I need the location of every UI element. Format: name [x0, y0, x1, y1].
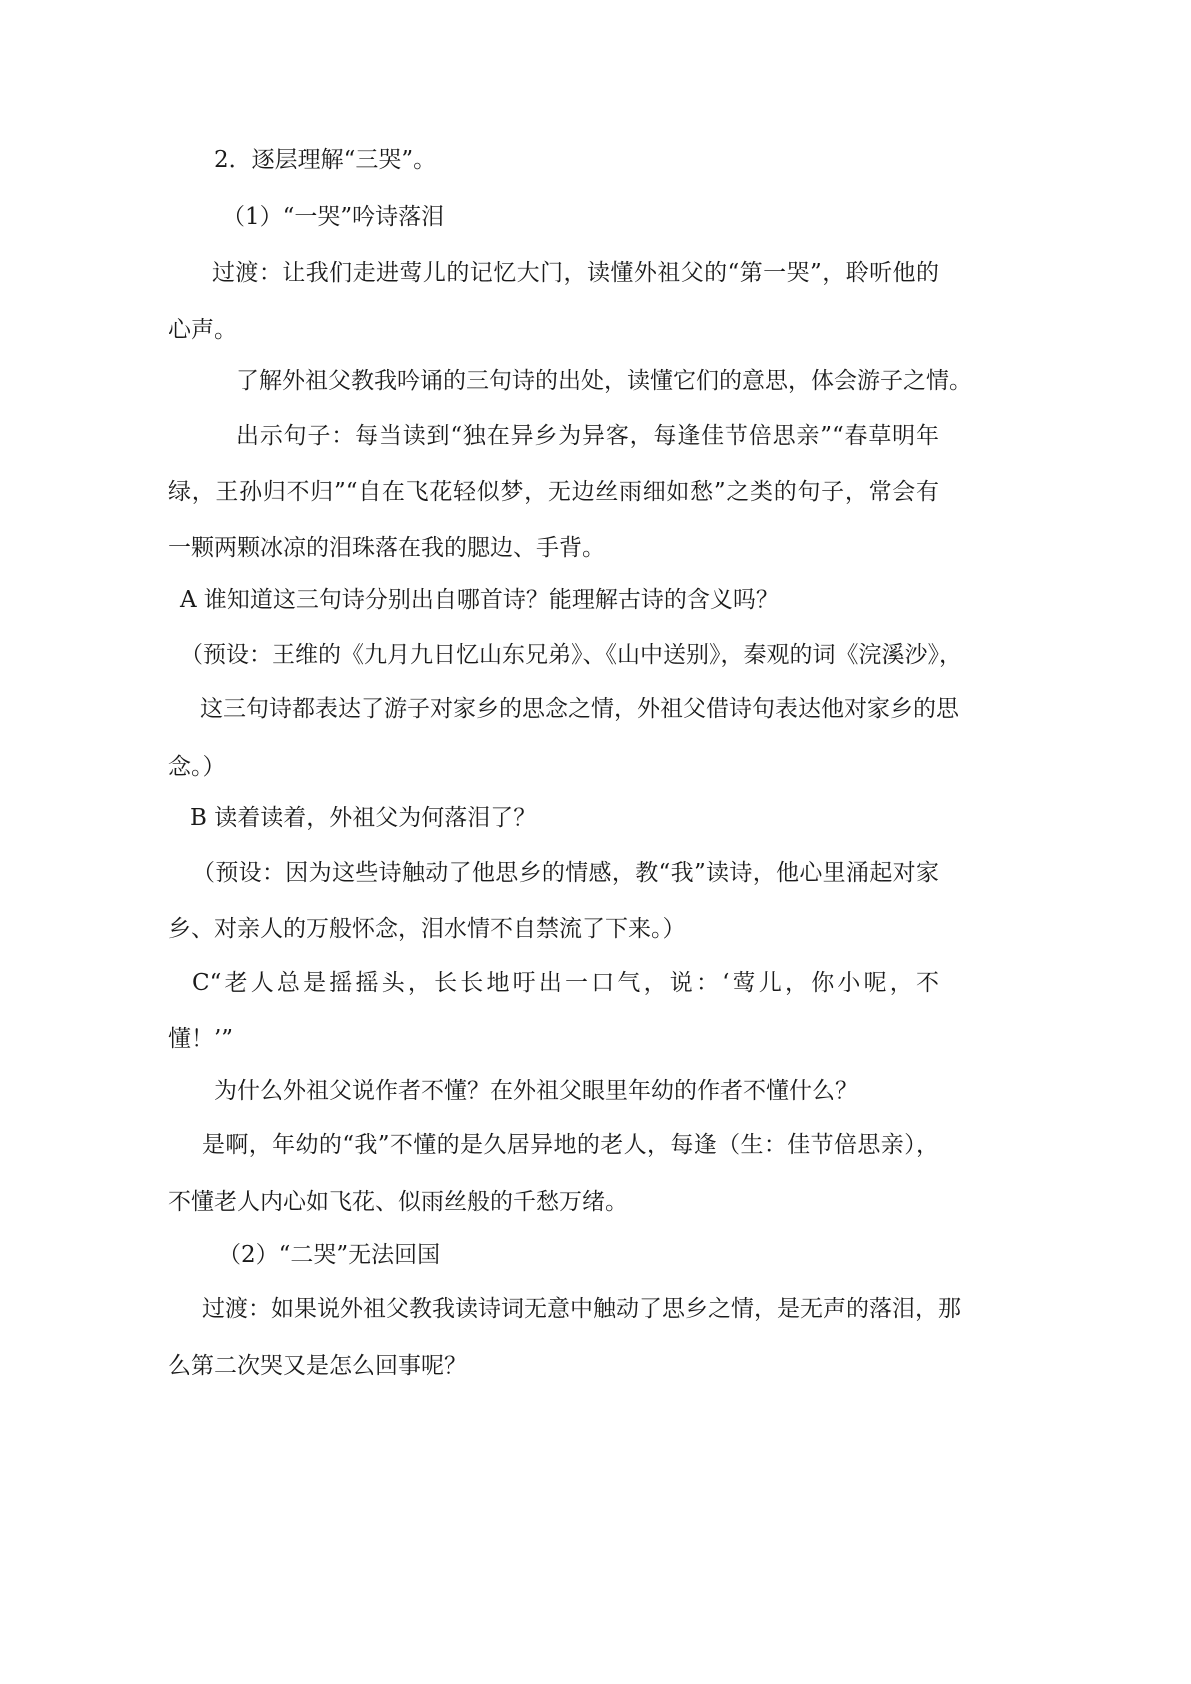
paragraph-line: 么第二次哭又是怎么回事呢？: [168, 1353, 467, 1379]
subheading-second-cry: （2）“二哭”无法回国: [218, 1242, 441, 1268]
paragraph-line: 了解外祖父教我吟诵的三句诗的出处，读懂它们的意思，体会游子之情。: [236, 368, 972, 394]
paragraph-line: 为什么外祖父说作者不懂？在外祖父眼里年幼的作者不懂什么？: [214, 1078, 858, 1104]
paragraph-line: 绿，王孙归不归”“自在飞花轻似梦，无边丝雨细如愁”之类的句子，常会有: [168, 479, 939, 505]
paragraph-line: 心声。: [168, 317, 237, 343]
paragraph-line: 过渡：如果说外祖父教我读诗词无意中触动了思乡之情，是无声的落泪，那: [202, 1296, 961, 1322]
heading-three-cries: 2．逐层理解“三哭”。: [214, 147, 437, 173]
paragraph-line: 懂！’”: [168, 1026, 234, 1052]
subheading-first-cry: （1）“一哭”吟诗落泪: [222, 204, 445, 230]
paragraph-line: 念。）: [168, 754, 226, 780]
paragraph-line: （预设：王维的《九月九日忆山东兄弟》、《山中送别》，秦观的词《浣溪沙》，: [180, 642, 962, 668]
question-c: C“老人总是摇摇头，长长地吁出一口气，说：‘莺儿，你小呢，不: [192, 970, 939, 996]
paragraph-line: 不懂老人内心如飞花、似雨丝般的千愁万绪。: [168, 1189, 628, 1215]
paragraph-line: （预设：因为这些诗触动了他思乡的情感，教“我”读诗，他心里涌起对家: [192, 860, 939, 886]
question-a: A 谁知道这三句诗分别出自哪首诗？能理解古诗的含义吗？: [180, 587, 779, 613]
paragraph-line: 出示句子：每当读到“独在异乡为异客，每逢佳节倍思亲”“春草明年: [236, 423, 939, 449]
paragraph-line: 过渡：让我们走进莺儿的记忆大门，读懂外祖父的“第一哭”，聆听他的: [212, 260, 939, 286]
paragraph-line: 是啊，年幼的“我”不懂的是久居异地的老人，每逢（生：佳节倍思亲），: [202, 1132, 939, 1158]
paragraph-line: 一颗两颗冰凉的泪珠落在我的腮边、手背。: [168, 535, 605, 561]
question-b: B 读着读着，外祖父为何落泪了？: [190, 805, 537, 831]
paragraph-line: 乡、对亲人的万般怀念，泪水情不自禁流了下来。）: [168, 916, 686, 942]
paragraph-line: 这三句诗都表达了游子对家乡的思念之情，外祖父借诗句表达他对家乡的思: [200, 696, 959, 722]
